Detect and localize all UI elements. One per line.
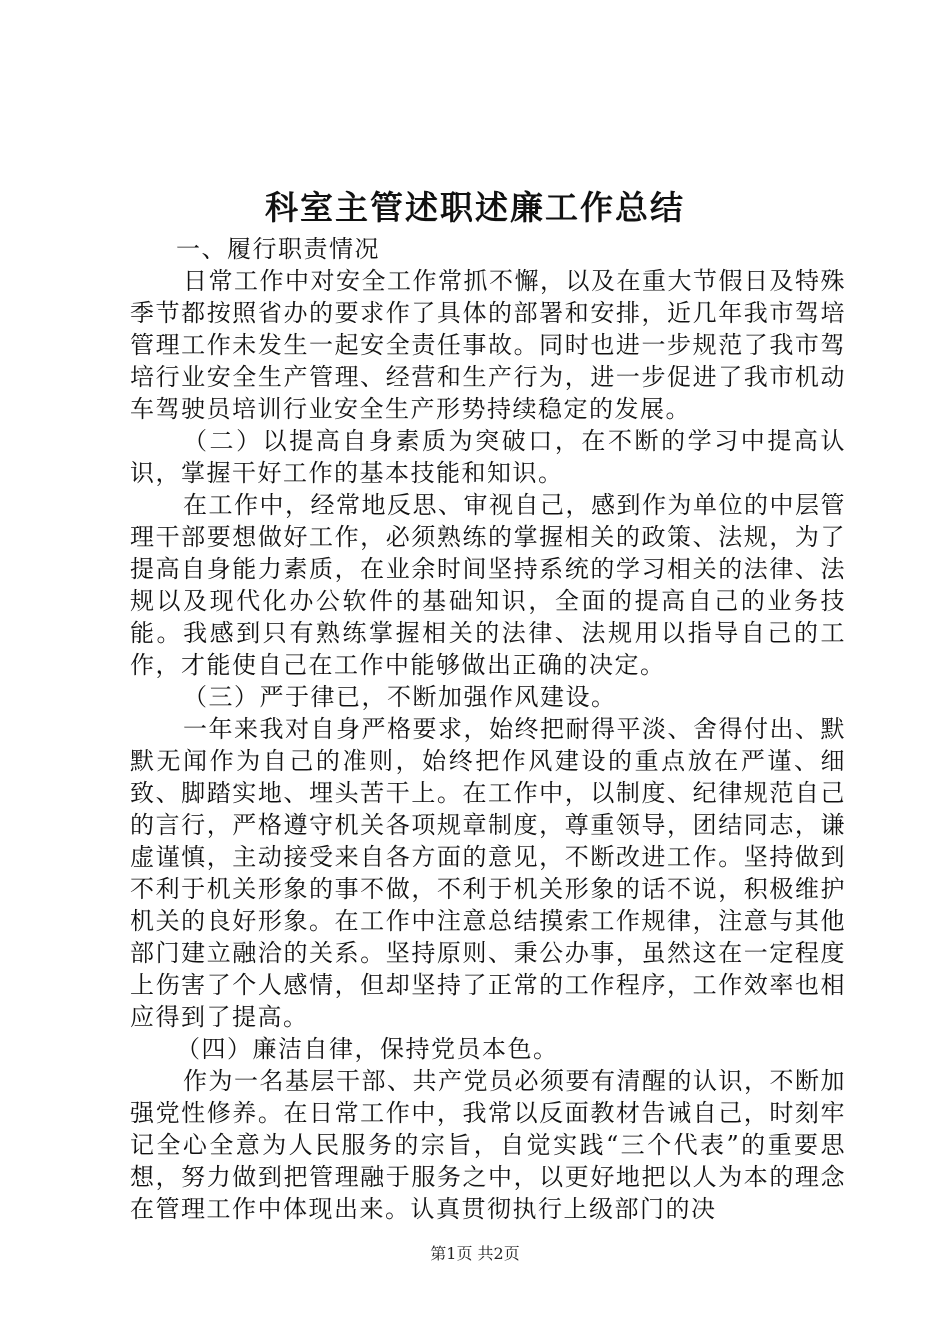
page-number-footer: 第1页 共2页 — [430, 1244, 520, 1263]
document-body — [130, 233, 846, 1225]
paragraph-self-reflection: 在工作中，经常地反思、审视自己，感到作为单位的中层管理干部要想做好工作，必须熟练的掌握相关的政策、法规，为了提高自身能力素质，在业余时间坚持系统的学习相关的法律、法规以及现代化办公软件的基础知识，全面的提高自己的业务技能。我感到只有熟练掌握相关的法律、法规用以指导自己的工作，才能使自己在工作中能够做出正确的决定。 — [130, 491, 846, 679]
section-heading-2: （二）以提高自身素质为突破口，在不断的学习中提高认识，掌握干好工作的基本技能和知识。 — [130, 427, 846, 487]
paragraph-work-style: 一年来我对自身严格要求，始终把耐得平淡、舍得付出、默默无闻作为自己的准则，始终把作风建设的重点放在严谨、细致、脚踏实地、埋头苦干上。在工作中，以制度、纪律规范自己的言行，严格遵守机关各项规章制度，尊重领导，团结同志，谦虚谨慎，主动接受来自各方面的意见，不断改进工作。坚持做到不利于机关形象的事不做，不利于机关形象的话不说，积极维护机关的良好形象。在工作中注意总结摸索工作规律，注意与其他部门建立融洽的关系。坚持原则、秉公办事，虽然这在一定程度上伤害了个人感情，但却坚持了正常的工作程序，工作效率也相应得到了提高。 — [130, 715, 846, 1031]
section-heading-3: （三）严于律已，不断加强作风建设。 — [183, 683, 617, 711]
document-title: 科室主管述职述廉工作总结 — [265, 188, 685, 227]
section-heading-4: （四）廉洁自律，保持党员本色。 — [176, 1035, 559, 1063]
section-heading-1: 一、履行职责情况 — [176, 235, 380, 263]
paragraph-safety-work: 日常工作中对安全工作常抓不懈，以及在重大节假日及特殊季节都按照省办的要求作了具体的部署和安排，近几年我市驾培管理工作未发生一起安全责任事故。同时也进一步规范了我市驾培行业安全生产管理、经营和生产行为，进一步促进了我市机动车驾驶员培训行业安全生产形势持续稳定的发展。 — [130, 267, 846, 423]
paragraph-integrity: 作为一名基层干部、共产党员必须要有清醒的认识，不断加强党性修养。在日常工作中，我常以反面教材告诫自己，时刻牢记全心全意为人民服务的宗旨，自觉实践“三个代表”的重要思想，努力做到把管理融于服务之中，以更好地把以人为本的理念在管理工作中体现出来。认真贯彻执行上级部门的决 — [130, 1067, 846, 1223]
